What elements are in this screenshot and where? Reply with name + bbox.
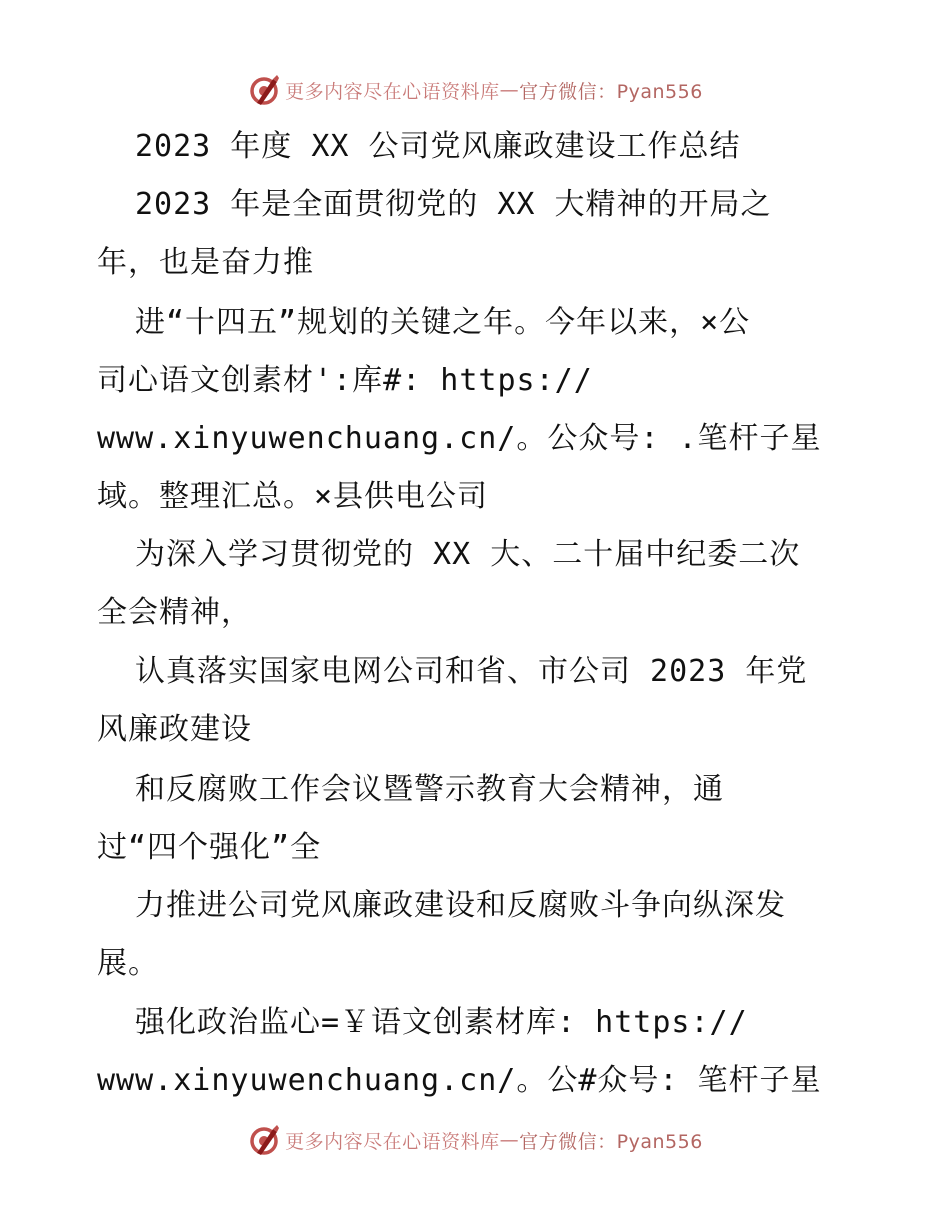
watermark-separator: —: [499, 79, 520, 101]
text-line: 域。整理汇总。×县供电公司: [97, 479, 489, 514]
pen-logo-icon: [247, 1123, 281, 1157]
text-line: 认真落实国家电网公司和省、市公司 2023 年党: [135, 654, 808, 689]
text-line: 2023 年是全面贯彻党的 XX 大精神的开局之: [135, 187, 772, 222]
text-line: 展。: [97, 946, 159, 981]
text-line: 和反腐败工作会议暨警示教育大会精神，通: [135, 772, 724, 807]
watermark-text: 更多内容尽在心语资料库: [285, 80, 500, 103]
text-line: 进“十四五”规划的关键之年。今年以来，×公: [135, 305, 751, 340]
watermark-wechat: 官方微信：Pyan556: [519, 1130, 703, 1153]
watermark-separator: —: [499, 1129, 520, 1151]
text-line: 过“四个强化”全: [97, 830, 322, 865]
text-line: www.xinyuwenchuang.cn/。公#众号: 笔杆子星: [97, 1063, 822, 1098]
watermark-banner-bottom: [0, 1120, 950, 1160]
watermark-text: 更多内容尽在心语资料库: [285, 1130, 500, 1153]
text-line: 年，也是奋力推: [97, 245, 314, 280]
watermark-wechat: 官方微信：Pyan556: [519, 80, 703, 103]
text-line: www.xinyuwenchuang.cn/。公众号: .笔杆子星: [97, 421, 822, 456]
text-line: 风廉政建设: [97, 712, 252, 747]
text-line: 强化政治监心=￥语文创素材库: https://: [135, 1005, 748, 1040]
text-line: 全会精神，: [97, 595, 252, 630]
document-title: 2023 年度 XX 公司党风廉政建设工作总结: [135, 129, 741, 164]
text-line: 为深入学习贯彻党的 XX 大、二十届中纪委二次: [135, 537, 801, 572]
text-line: 力推进公司党风廉政建设和反腐败斗争向纵深发: [135, 888, 786, 923]
text-line: 司心语文创素材':库#: https://: [97, 363, 593, 398]
